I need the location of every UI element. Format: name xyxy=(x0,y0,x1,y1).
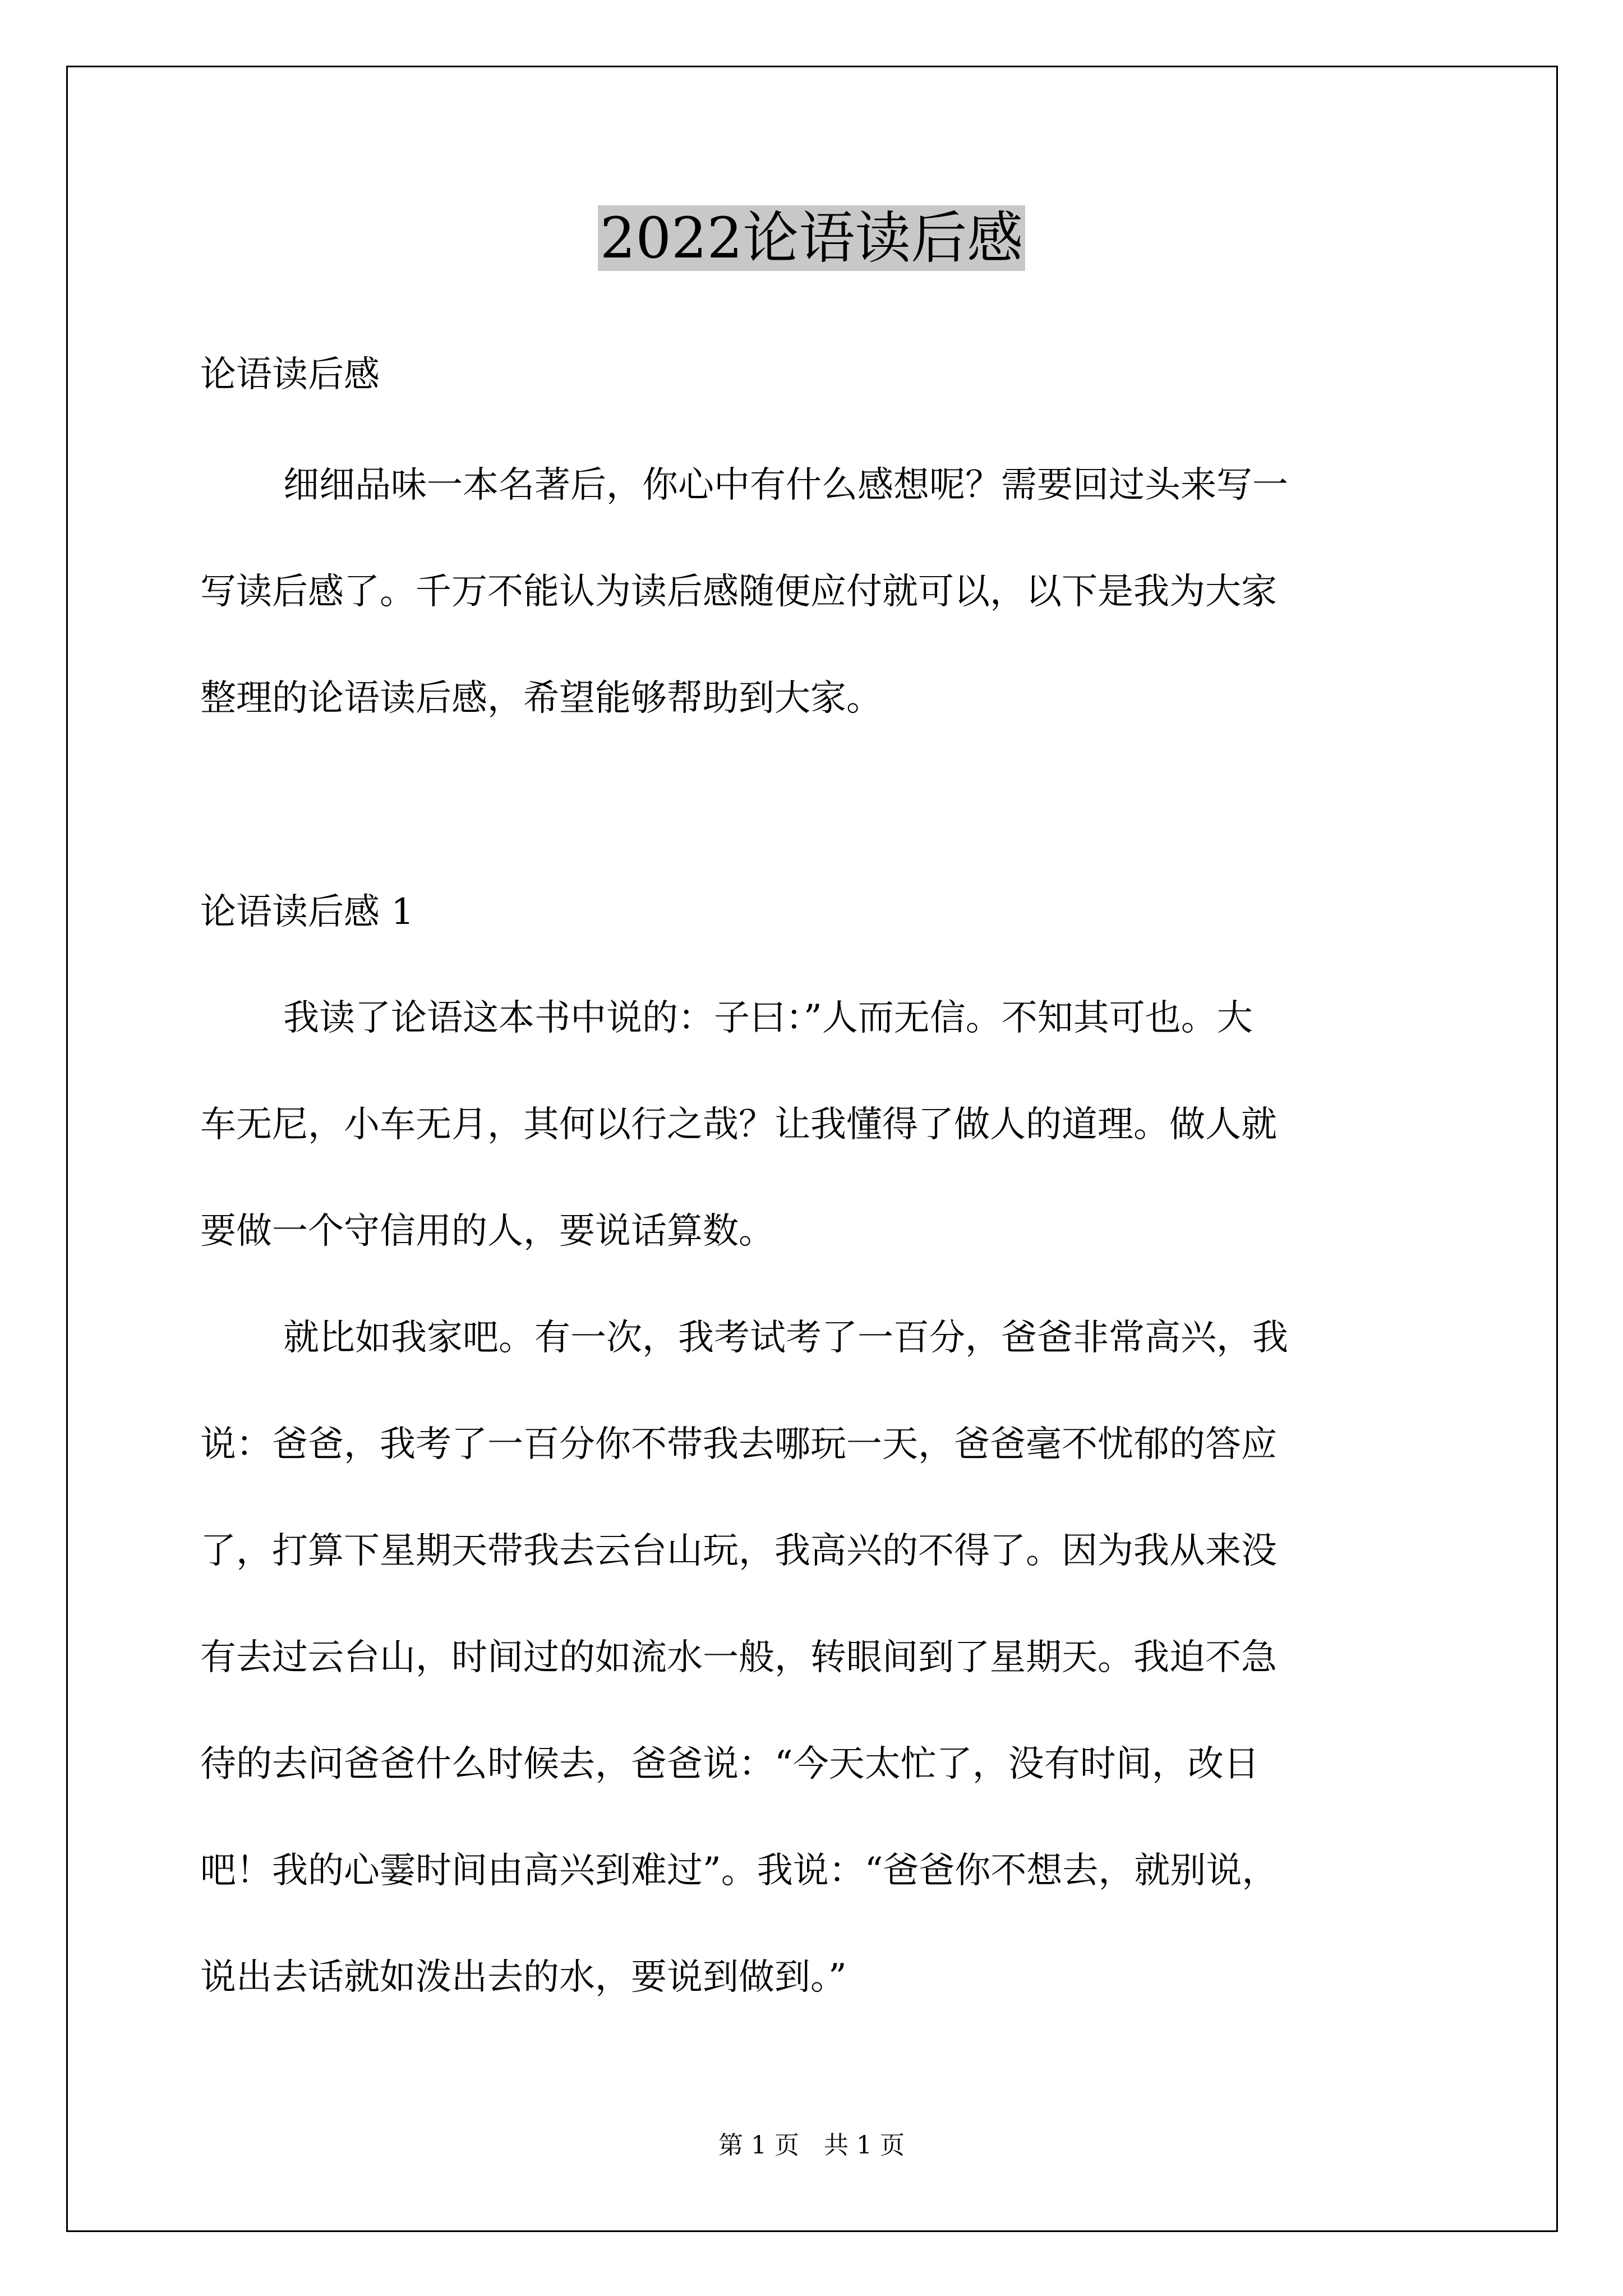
section1-paragraph2-line: 说出去话就如泼出去的水，要说到做到。” xyxy=(200,1957,847,1998)
page-footer: 第 1 页 共 1 页 xyxy=(718,2131,905,2160)
intro-heading-block xyxy=(200,348,1434,402)
section1-paragraph2-line: 说：爸爸，我考了一百分你不带我去哪玩一天，爸爸毫不忧郁的答应 xyxy=(200,1424,1277,1465)
intro-paragraph xyxy=(200,432,1434,752)
document-title-text: 2022论语读后感 xyxy=(598,205,1026,271)
section1-paragraph1-line: 我读了论语这本书中说的：子曰：”人而无信。不知其可也。大 xyxy=(283,997,1253,1039)
section1-paragraph2-line: 了，打算下星期天带我去云台山玩，我高兴的不得了。因为我从来没 xyxy=(200,1530,1277,1572)
section1-paragraph2-line: 有去过云台山，时间过的如流水一般，转眼间到了星期天。我迫不急 xyxy=(200,1637,1277,1678)
section1-paragraph1-line: 车无尼，小车无月，其何以行之哉？让我懂得了做人的道理。做人就 xyxy=(200,1104,1277,1145)
intro-paragraph-line: 细细品味一本名著后，你心中有什么感想呢？需要回过头来写一 xyxy=(283,464,1288,506)
section1-paragraph2-text xyxy=(200,1285,1434,2031)
intro-paragraph-text xyxy=(200,432,1434,752)
section1-heading: 论语读后感 1 xyxy=(200,891,414,933)
section1-paragraph2 xyxy=(200,1285,1434,2031)
intro-paragraph-line: 整理的论语读后感，希望能够帮助到大家。 xyxy=(200,678,882,719)
section1-paragraph1-line: 要做一个守信用的人，要说话算数。 xyxy=(200,1211,774,1252)
section1-paragraph1 xyxy=(200,965,1434,1285)
document-title xyxy=(0,199,1623,278)
section1-heading-block xyxy=(200,885,1434,939)
section1-paragraph1-text xyxy=(200,965,1434,1285)
intro-heading: 论语读后感 xyxy=(200,354,380,395)
section1-paragraph2-line: 吧！我的心霎时间由高兴到难过”。我说：“爸爸你不想去，就别说， xyxy=(200,1850,1278,1892)
section1-paragraph2-line: 就比如我家吧。有一次，我考试考了一百分，爸爸非常高兴，我 xyxy=(283,1317,1288,1359)
section1-paragraph2-line: 待的去问爸爸什么时候去，爸爸说：“今天太忙了，没有时间，改日 xyxy=(200,1743,1260,1785)
intro-paragraph-line: 写读后感了。千万不能认为读后感随便应付就可以，以下是我为大家 xyxy=(200,571,1277,613)
